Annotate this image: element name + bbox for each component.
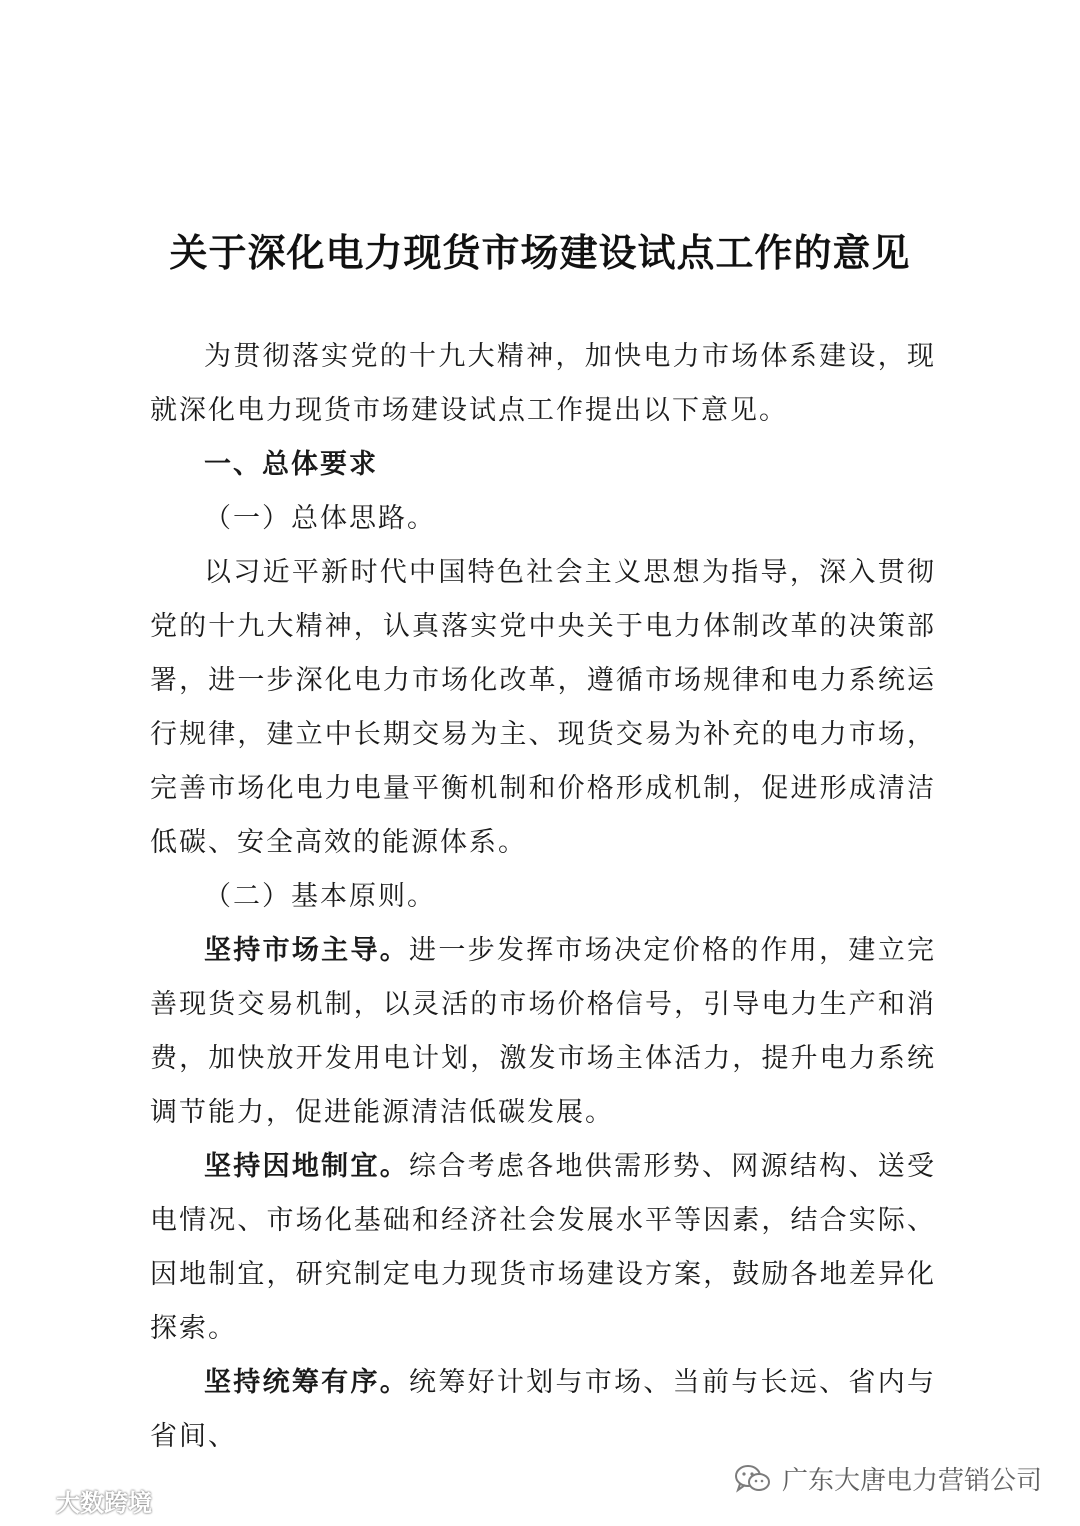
principle-market-led-lead: 坚持市场主导。 <box>204 935 410 966</box>
principle-local-conditions-paragraph <box>150 1140 936 1356</box>
document-body <box>150 330 936 1464</box>
wechat-icon <box>734 1464 772 1494</box>
subsection-heading-overall-approach: （一）总体思路。 <box>204 503 436 534</box>
brand-watermark-label: 大数跨境 <box>56 1489 152 1517</box>
intro-paragraph: 为贯彻落实党的十九大精神，加快电力市场体系建设，现就深化电力现货市场建设试点工作提出以下意见。 <box>150 341 936 426</box>
principle-local-conditions-lead: 坚持因地制宜。 <box>204 1151 410 1182</box>
brand-logo-icon <box>10 1488 50 1514</box>
subsection-heading-basic-principles: （二）基本原则。 <box>204 881 436 912</box>
overall-approach-paragraph: 以习近平新时代中国特色社会主义思想为指导，深入贯彻党的十九大精神，认真落实党中央关于电力体制改革的决策部署，进一步深化电力市场化改革，遵循市场规律和电力系统运行规律，建立中长期交易为主、现货交易为补充的电力市场，完善市场化电力电量平衡机制和价格形成机制，促进形成清洁低碳、安全高效的能源体系。 <box>150 557 936 858</box>
principle-market-led-text: 进一步发挥市场决定价格的作用，建立完善现货交易机制，以灵活的市场价格信号，引导电力生产和消费，加快放开发用电计划，激发市场主体活力，提升电力系统调节能力，促进能源清洁低碳发展。 <box>150 935 937 1128</box>
brand-watermark <box>10 1483 152 1518</box>
principle-coordination-lead: 坚持统筹有序。 <box>204 1367 410 1398</box>
principle-local-conditions-text: 综合考虑各地供需形势、网源结构、送受电情况、市场化基础和经济社会发展水平等因素，结合实际、因地制宜，研究制定电力现货市场建设方案，鼓励各地差异化探索。 <box>150 1151 937 1344</box>
section-heading-overall-requirements: 一、总体要求 <box>204 449 378 480</box>
wechat-account-label: 广东大唐电力营销公司 <box>781 1466 1042 1496</box>
principle-market-led-paragraph <box>150 924 936 1140</box>
wechat-account-watermark <box>734 1460 1042 1497</box>
principle-coordination-paragraph <box>150 1356 936 1464</box>
principle-coordination-text: 统筹好计划与市场、当前与长远、省内与省间、 <box>150 1367 937 1452</box>
document-title: 关于深化电力现货市场建设试点工作的意见 <box>169 231 911 275</box>
